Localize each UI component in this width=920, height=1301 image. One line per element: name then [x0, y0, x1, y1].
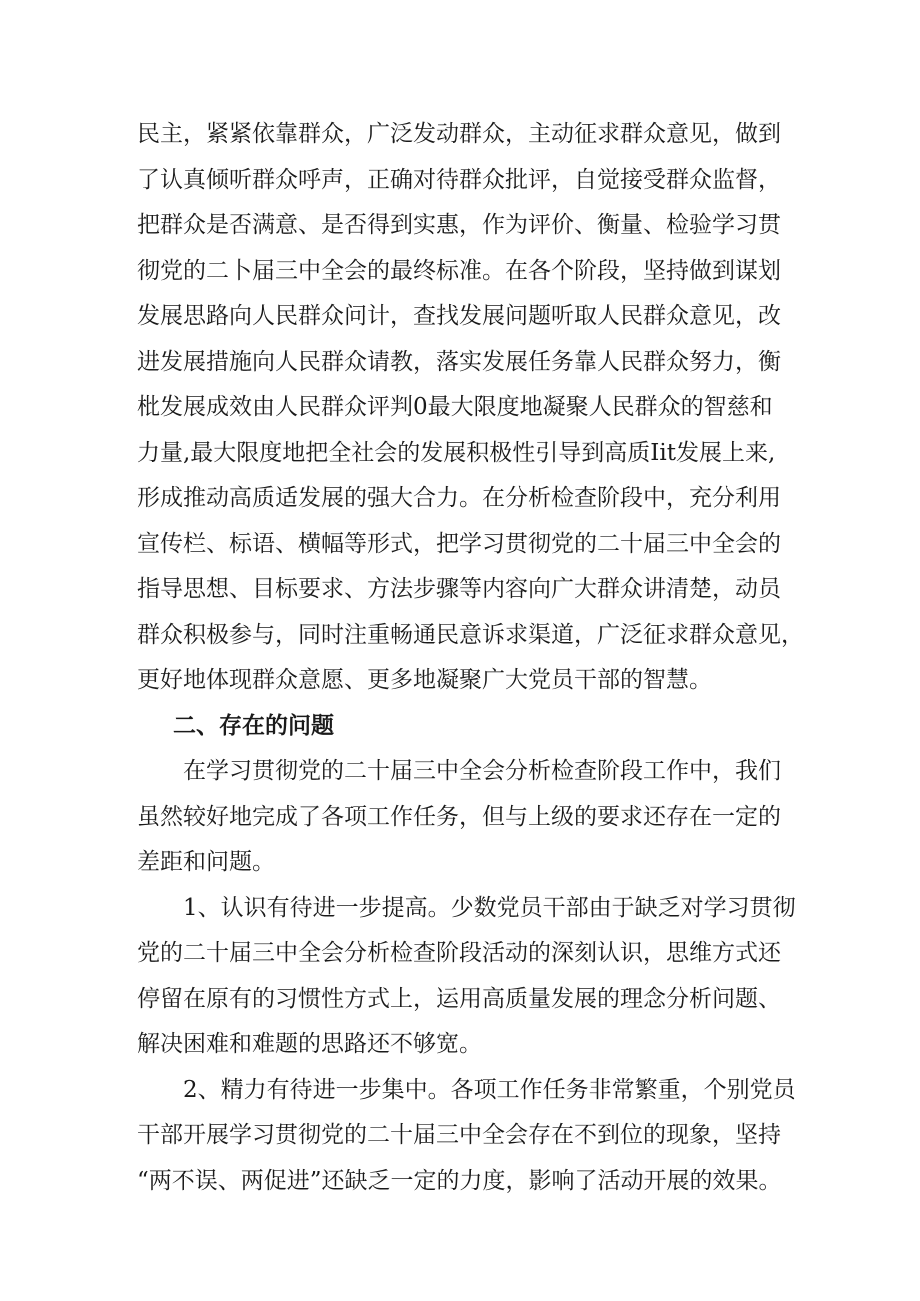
- text-line: 群众积极参与，同时注重畅通民意诉求渠道，广泛征求群众意见，: [137, 621, 804, 648]
- text-line: 力量,最大限度地把全社会的发展积极性引导到高质Iit发展上来,: [137, 439, 776, 466]
- text-line: 更好地体现群众意愿、更多地凝聚广大党员干部的智慧。: [137, 667, 712, 693]
- text-line: 差距和问题。: [137, 849, 275, 875]
- text-line: 虽然较好地完成了各项工作任务，但与上级的要求还存在一定的: [137, 803, 781, 830]
- text-line: 在学习贯彻党的二十届三中全会分析检查阶段工作中，我们: [183, 758, 781, 784]
- text-line: 了认真倾听群众呼声，正确对待群众批评，自觉接受群众监督，: [137, 166, 781, 193]
- text-line: 民主，紧紧依靠群众，广泛发动群众，主动征求群众意见，做到: [137, 121, 781, 147]
- document-body: [137, 112, 817, 1204]
- text-line: 枇发展成效由人民群众评判0最大限度地凝聚人民群众的智慈和: [137, 394, 773, 420]
- text-line: 1、认识有待进一步提高。少数党员干部由于缺乏对学习贯彻: [183, 894, 796, 921]
- text-line: 指导思想、目标要求、方法步骤等内容向广大群众讲清楚，动员: [137, 576, 781, 602]
- text-line: “两不误、两促进”还缺乏一定的力度，影响了活动开展的效果。: [137, 1167, 782, 1194]
- text-line: 宣传栏、标语、横幅等形式，把学习贯彻党的二十届三中全会的: [137, 530, 781, 557]
- text-line: 停留在原有的习惯性方式上，运用高质量发展的理念分析问题、: [137, 985, 781, 1012]
- paragraph-item-2: [137, 1068, 817, 1205]
- text-line: 进发展措施向人民群众请教，落实发展任务靠人民群众努力，衡: [137, 348, 781, 375]
- paragraph-intro: [137, 749, 817, 886]
- text-line: 彻党的二卜届三中全会的最终标准。在各个阶段，坚持做到谋划: [137, 257, 781, 284]
- paragraph-item-1: [137, 886, 817, 1068]
- text-line: 发展思路向人民群众问计，查找发展问题听取人民群众意见，改: [137, 303, 781, 329]
- section-heading: 二、存在的问题: [173, 712, 334, 739]
- text-line: 党的二十届三中全会分析检查阶段活动的深刻认识，思维方式还: [137, 940, 781, 966]
- text-line: 干部开展学习贯彻党的二十届三中全会存在不到位的现象，坚持: [137, 1122, 781, 1148]
- text-line: 把群众是否满意、是否得到实惠，作为评价、衡量、检验学习贯: [137, 212, 781, 238]
- paragraph-continuation: [137, 112, 817, 704]
- text-line: 2、精力有待进一步集中。各项工作任务非常繁重，个别党员: [183, 1076, 796, 1103]
- text-line: 解决困难和难题的思路还不够宽。: [137, 1031, 482, 1057]
- text-line: 形成推动高质适发展的强大合力。在分析检查阶段中，充分利用: [137, 485, 781, 511]
